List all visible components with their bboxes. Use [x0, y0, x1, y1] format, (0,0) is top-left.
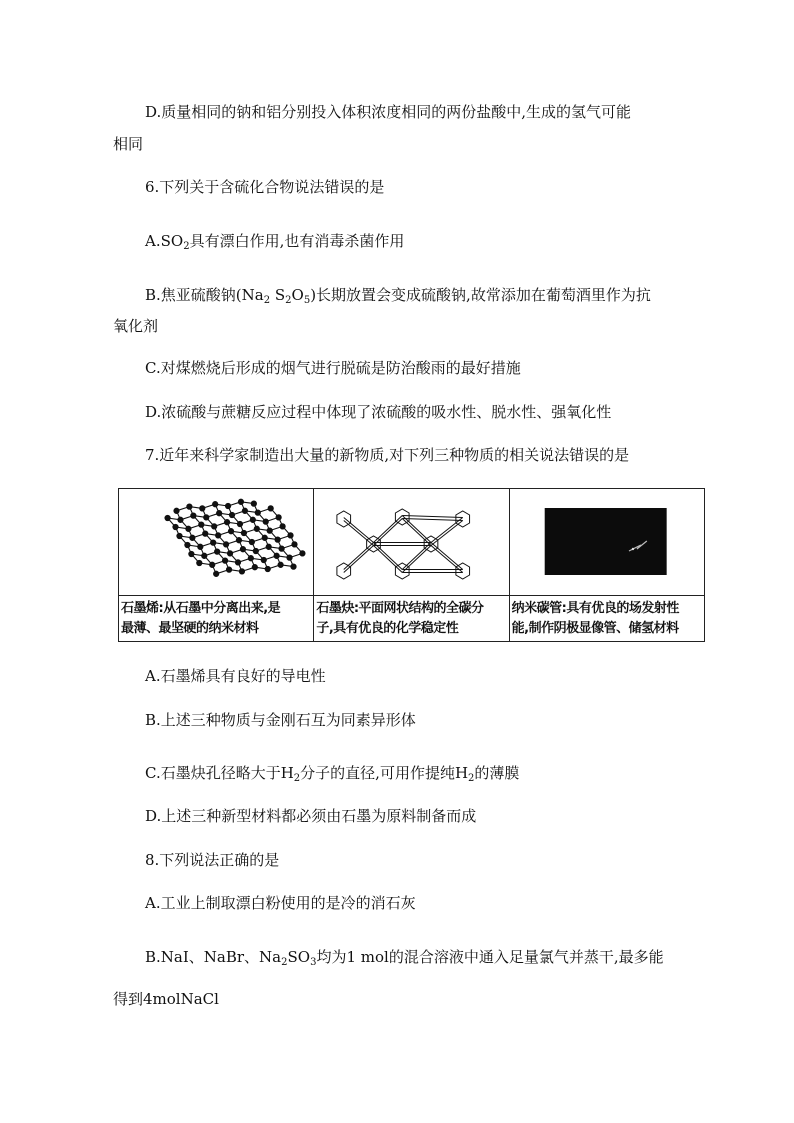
- graphene-atom: [274, 553, 279, 558]
- graphene-atom: [203, 531, 208, 536]
- carbon-nanotube-image: [510, 489, 704, 595]
- graphene-atom: [200, 506, 205, 511]
- graphene-atom: [211, 540, 216, 545]
- graphene-atom: [223, 558, 228, 563]
- graphene-atom: [287, 555, 292, 560]
- q6-option-d: D.浓硫酸与蔗糖反应过程中体现了浓硫酸的吸水性、脱水性、强氧化性: [145, 403, 612, 421]
- graphdiyne-link: [344, 521, 374, 546]
- nanotube-image-cell: [509, 489, 704, 596]
- graphdiyne-link: [403, 519, 463, 521]
- q8-stem: 8.下列说法正确的是: [145, 851, 280, 869]
- q6-stem: 6.下列关于含硫化合物说法错误的是: [145, 178, 385, 196]
- graphdiyne-caption: 石墨炔:平面网状结构的全碳分 子,具有优良的化学稳定性: [314, 596, 509, 642]
- graphene-atom: [210, 562, 215, 567]
- q8-option-a: A.工业上制取漂白粉使用的是冷的消石灰: [145, 894, 416, 912]
- graphene-atom: [238, 499, 243, 504]
- graphene-atom: [241, 530, 246, 535]
- graphene-atom: [263, 519, 268, 524]
- q8-option-b-line1: B.NaI、NaBr、$Na_2SO_3$均为1 mol的混合溶液中通入足量氯气并蒸干,最多能: [145, 948, 664, 968]
- q7-option-a: A.石墨烯具有良好的导电性: [145, 667, 326, 685]
- graphene-atom: [291, 564, 296, 569]
- graphdiyne-link: [403, 516, 463, 518]
- graphdiyne-structure-image: [314, 489, 508, 595]
- q6-option-c: C.对煤燃烧后形成的烟气进行脱硫是防治酸雨的最好措施: [145, 359, 521, 377]
- graphdiyne-link: [403, 546, 432, 573]
- graphene-atom: [225, 503, 230, 508]
- graphene-image-cell: [119, 489, 314, 596]
- graphene-structure-image: [119, 489, 313, 595]
- graphdiyne-link: [431, 543, 463, 570]
- graphene-atom: [187, 504, 192, 509]
- graphdiyne-link: [374, 519, 403, 546]
- graphene-atom: [265, 566, 270, 571]
- graphene-atom: [217, 511, 222, 516]
- graphene-atom: [253, 548, 258, 553]
- graphene-atom: [252, 565, 257, 570]
- q5-option-d-line1: D.质量相同的钠和铝分别投入体积浓度相同的两份盐酸中,生成的氢气可能: [145, 103, 632, 121]
- graphene-atom: [186, 526, 191, 531]
- graphene-atom: [236, 538, 241, 543]
- graphene-atom: [240, 547, 245, 552]
- nanotube-caption: 纳米碳管:具有优良的场发射性 能,制作阴极显像管、储氢材料: [509, 596, 704, 642]
- graphene-atom: [275, 537, 280, 542]
- graphene-atom: [177, 533, 182, 538]
- graphene-atom: [199, 522, 204, 527]
- q7-option-d: D.上述三种新型材料都必须由石墨为原料制备而成: [145, 807, 477, 825]
- graphene-atom: [268, 506, 273, 511]
- graphene-atom: [204, 515, 209, 520]
- q7-stem: 7.近年来科学家制造出大量的新物质,对下列三种物质的相关说法错误的是: [145, 446, 630, 464]
- graphene-atom: [280, 524, 285, 529]
- q6-option-b-line1: B.焦亚硫酸钠($Na_2$ $S_2O_5$)长期放置会变成硫酸钠,故常添加在葡萄酒里作为抗: [145, 286, 651, 306]
- graphene-atom: [251, 501, 256, 506]
- q5-option-d-line2: 相同: [113, 135, 144, 153]
- graphene-atom: [227, 551, 232, 556]
- graphdiyne-link: [344, 543, 374, 570]
- graphene-atom: [242, 508, 247, 513]
- materials-table: [118, 488, 705, 642]
- graphdiyne-link: [431, 546, 463, 573]
- graphene-atom: [216, 533, 221, 538]
- graphene-atom: [165, 515, 170, 520]
- graphdiyne-link: [344, 546, 374, 573]
- graphene-atom: [197, 560, 202, 565]
- graphene-atom: [185, 542, 190, 547]
- graphdiyne-link: [403, 519, 432, 546]
- graphene-atom: [198, 544, 203, 549]
- graphene-atom: [224, 542, 229, 547]
- graphene-atom: [239, 569, 244, 574]
- graphene-atom: [191, 513, 196, 518]
- graphene-atom: [255, 510, 260, 515]
- graphdiyne-link: [431, 521, 463, 546]
- graphene-atom: [300, 551, 305, 556]
- graphene-atom: [235, 560, 240, 565]
- graphene-atom: [237, 521, 242, 526]
- graphene-atom: [178, 517, 183, 522]
- graphene-atom: [276, 515, 281, 520]
- graphene-atom: [254, 526, 259, 531]
- graphene-atom: [215, 549, 220, 554]
- graphene-caption: 石墨烯:从石墨中分离出来,是 最薄、最坚硬的纳米材料: [119, 596, 314, 642]
- graphdiyne-link: [344, 518, 374, 543]
- graphene-atom: [288, 533, 293, 538]
- graphene-atom: [226, 567, 231, 572]
- graphdiyne-link: [431, 518, 463, 543]
- graphene-atom: [213, 502, 218, 507]
- graphdiyne-link: [374, 516, 403, 543]
- graphene-atom: [190, 535, 195, 540]
- q6-option-a: $A.SO_2$具有漂白作用,也有消毒杀菌作用: [145, 232, 405, 252]
- graphene-atom: [249, 539, 254, 544]
- graphene-atom: [229, 512, 234, 517]
- graphene-atom: [248, 556, 253, 561]
- q6-option-b-line2: 氧化剂: [113, 317, 159, 335]
- q7-option-c: C.石墨炔孔径略大于$H_2$分子的直径,可用作提纯$H_2$的薄膜: [145, 764, 520, 784]
- graphene-atom: [250, 517, 255, 522]
- graphene-atom: [266, 544, 271, 549]
- graphene-atom: [202, 553, 207, 558]
- graphene-atom: [212, 524, 217, 529]
- graphene-atom: [228, 529, 233, 534]
- graphene-atom: [173, 524, 178, 529]
- graphene-atom: [189, 551, 194, 556]
- graphdiyne-link: [403, 543, 432, 570]
- graphdiyne-link: [374, 546, 403, 573]
- graphene-atom: [292, 542, 297, 547]
- graphene-atom: [279, 546, 284, 551]
- graphene-atom: [278, 562, 283, 567]
- graphene-atom: [261, 557, 266, 562]
- graphdiyne-image-cell: [314, 489, 509, 596]
- graphene-atom: [262, 535, 267, 540]
- graphene-atom: [224, 520, 229, 525]
- graphdiyne-link: [374, 543, 403, 570]
- graphene-atom: [214, 571, 219, 576]
- graphene-atom: [174, 508, 179, 513]
- graphene-atom: [267, 528, 272, 533]
- q7-option-b: B.上述三种物质与金刚石互为同素异形体: [145, 711, 416, 729]
- q8-option-b-line2: 得到4molNaCl: [113, 990, 219, 1008]
